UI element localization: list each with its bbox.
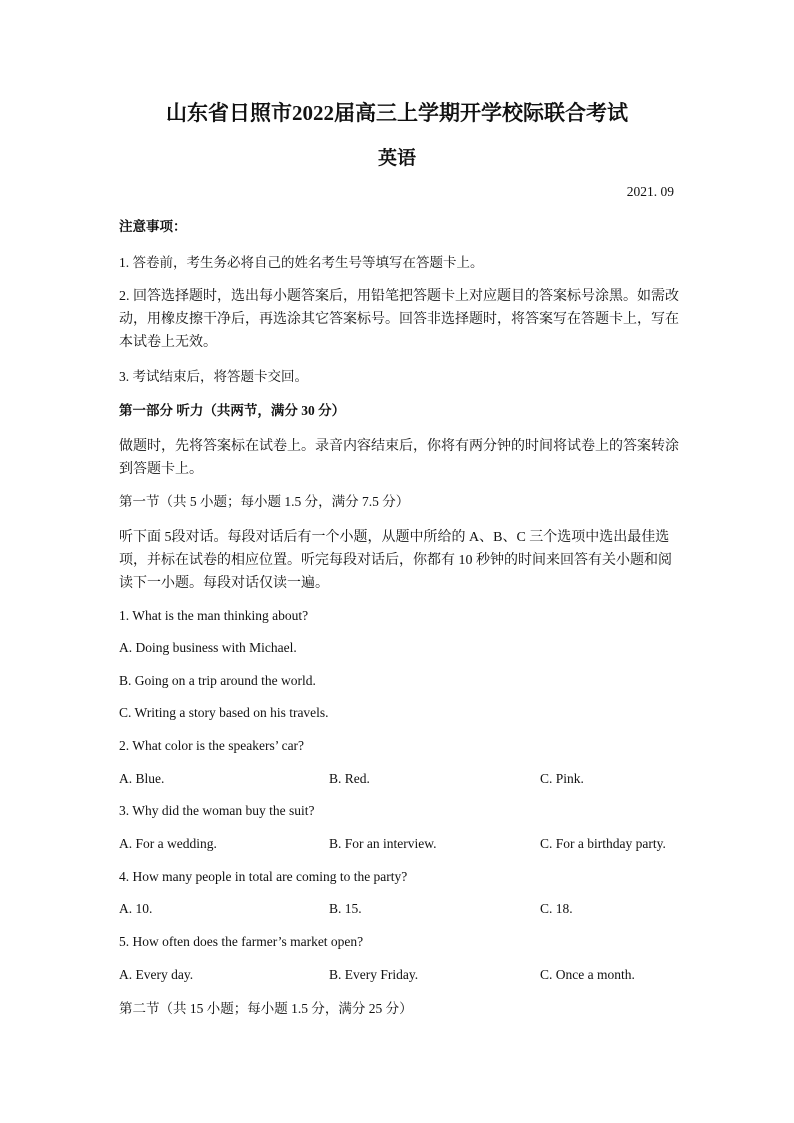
question-option: B. For an interview. <box>329 836 437 851</box>
question-option: B. Every Friday. <box>329 967 419 982</box>
notice-item: 3. 考试结束后，将答题卡交回。 <box>119 369 308 384</box>
exam-title: 山东省日照市2022届高三上学期开学校际联合考试 <box>166 101 628 125</box>
question-option: B. 15. <box>329 901 362 916</box>
question-option: C. 18. <box>540 901 573 916</box>
question-text: 3. Why did the woman buy the suit? <box>119 803 315 818</box>
question-option: B. Red. <box>329 771 370 786</box>
question-option: C. For a birthday party. <box>540 836 666 851</box>
exam-date: 2021. 09 <box>626 184 674 199</box>
part-heading: 第一部分 听力（共两节，满分 30 分） <box>119 403 346 418</box>
question-text: 4. How many people in total are coming to the party? <box>119 869 408 884</box>
question-text: 5. How often does the farmer’s market open? <box>119 934 364 949</box>
question-option: C. Pink. <box>540 771 584 786</box>
notice-heading: 注意事项： <box>119 219 187 234</box>
question-option: A. Blue. <box>119 771 165 786</box>
notice-item: 2. 回答选择题时，选出每小题答案后，用铅笔把答题卡上对应题目的答案标号涂黑。如需改动，用橡皮擦干净后，再选涂其它答案标号。回答非选择题时，将答案写在答题卡上，写在本试卷上无效。 <box>119 289 679 350</box>
part-intro: 做题时，先将答案标在试卷上。录音内容结束后，你将有两分钟的时间将试卷上的答案转涂到答题卡上。 <box>119 439 679 477</box>
question-option: C. Writing a story based on his travels. <box>119 705 329 720</box>
section-heading: 第一节（共 5 小题；每小题 1.5 分，满分 7.5 分） <box>119 494 410 509</box>
section-heading: 第二节（共 15 小题；每小题 1.5 分，满分 25 分） <box>119 1001 413 1016</box>
section-instructions: 听下面 5段对话。每段对话后有一个小题，从题中所给的 A、B、C 三个选项中选出最佳选项，并标在试卷的相应位置。听完每段对话后，你都有 10 秒钟的时间来回答有关小题和阅读下一小题。每段对话仅读一遍。 <box>119 530 672 591</box>
question-text: 2. What color is the speakers’ car? <box>119 738 305 753</box>
exam-subject: 英语 <box>377 148 416 169</box>
notice-item: 1. 答卷前，考生务必将自己的姓名考生号等填写在答题卡上。 <box>119 255 484 270</box>
question-text: 1. What is the man thinking about? <box>119 608 309 623</box>
question-option: C. Once a month. <box>540 967 635 982</box>
question-option: B. Going on a trip around the world. <box>119 673 316 688</box>
question-option: A. Every day. <box>119 967 194 982</box>
question-option: A. 10. <box>119 901 153 916</box>
question-option: A. Doing business with Michael. <box>119 640 297 655</box>
question-option: A. For a wedding. <box>119 836 217 851</box>
